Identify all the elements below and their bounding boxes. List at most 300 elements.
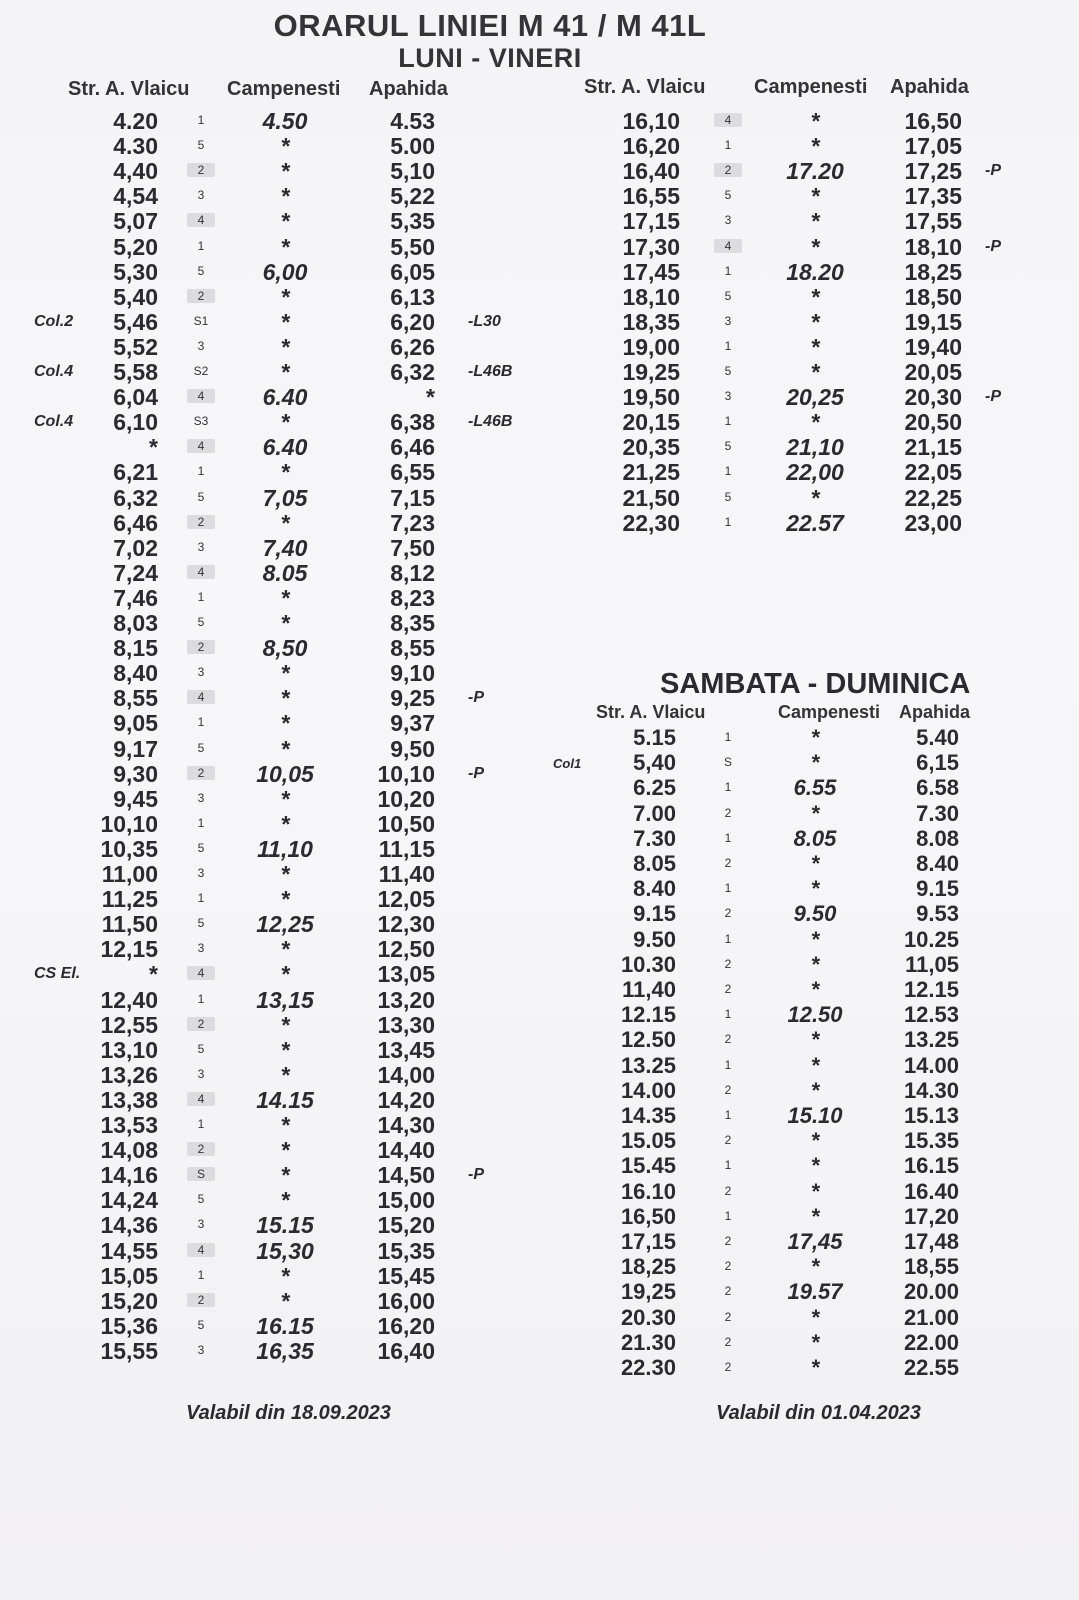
apahida-time: 6,15 [916,750,959,776]
vlaicu-time: 22.30 [620,1355,676,1380]
table-row [0,927,1079,952]
vlaicu-time: 8.40 [633,876,676,902]
apahida-time: 9,10 [390,660,435,687]
vlaicu-time: 14.00 [620,1077,676,1103]
vlaicu-time: 11,25 [101,886,158,913]
table-row [0,610,1079,635]
campenesti-time: 15,30 [256,1237,314,1264]
table-row [0,1229,1079,1254]
apahida-time: 20,30 [904,384,962,411]
vlaicu-time: 19,25 [620,1279,676,1305]
campenesti-time: * [280,735,290,762]
bus-number: 2 [187,163,215,177]
bus-number: 3 [197,665,205,680]
apahida-time: 15.35 [903,1128,959,1154]
vlaicu-time: 17,45 [622,258,680,285]
campenesti-time: * [810,1178,820,1204]
campenesti-time: * [810,208,820,235]
header-campenesti-right: Campenesti [754,76,868,98]
bus-number: 1 [197,589,205,604]
weekend-label: SAMBATA - DUMINICA [660,668,971,700]
campenesti-time: 6.55 [793,775,837,801]
apahida-time: 12,50 [377,936,435,963]
bus-number: 4 [187,1243,215,1257]
header-vlaicu: Str. A. Vlaicu [68,78,190,100]
vlaicu-time: 12.15 [620,1002,676,1028]
vlaicu-time: 18,10 [622,283,680,310]
row-remark: -P [468,764,484,782]
campenesti-time: * [810,725,820,750]
vlaicu-time: 9,30 [113,760,158,787]
apahida-time: 6,20 [390,308,435,335]
campenesti-time: * [280,1112,290,1138]
bus-number: 5 [197,263,205,278]
vlaicu-time: 8,03 [113,610,158,636]
bus-number: 4 [187,966,215,980]
bus-number: 2 [724,1334,732,1349]
bus-number: 1 [724,1158,732,1173]
apahida-time: 21.00 [903,1304,959,1330]
bus-number: 2 [724,1082,732,1097]
bus-number: 2 [724,1133,732,1148]
campenesti-time: * [810,359,820,385]
vlaicu-time: 12,15 [100,936,158,963]
table-row [0,309,1079,334]
bus-number: 3 [197,188,205,203]
vlaicu-time: 17,30 [622,233,680,260]
bus-number: 2 [724,1032,732,1047]
vlaicu-time: 4,40 [113,158,158,185]
campenesti-time: * [810,308,820,335]
vlaicu-time: 5,46 [113,308,158,335]
apahida-time: 5,10 [390,158,435,185]
campenesti-time: * [280,333,290,360]
vlaicu-time: 10,35 [100,835,158,862]
bus-number: 2 [724,805,732,820]
weekday-label: LUNI - VINERI [398,43,582,73]
table-row [0,133,1079,158]
table-row [0,208,1079,233]
bus-number: 1 [197,891,205,906]
apahida-time: 14,20 [377,1086,435,1113]
table-row [0,1203,1079,1232]
table-row [0,635,1079,660]
table-row [0,535,1079,560]
bus-number: 5 [724,439,732,454]
vlaicu-time: 10.30 [620,951,676,977]
apahida-time: 14.00 [903,1052,959,1078]
apahida-time: 16.40 [903,1178,959,1204]
campenesti-time: * [280,810,290,837]
apahida-time: 11,05 [905,951,959,977]
bus-number: 2 [724,1259,732,1274]
apahida-time: 22,05 [904,459,962,486]
bus-number: 3 [197,338,205,353]
bus-number: 1 [724,1208,732,1223]
vlaicu-time: 14.35 [620,1103,676,1128]
campenesti-time: 21,10 [786,434,844,461]
vlaicu-time: 5,07 [113,208,158,235]
vlaicu-time: 4.30 [113,133,158,160]
campenesti-time: * [280,459,290,486]
bus-number: 2 [724,906,732,921]
campenesti-time: * [810,333,820,360]
vlaicu-time: 20,15 [622,409,680,436]
table-row [0,1027,1079,1052]
vlaicu-time: 14,08 [100,1137,158,1164]
campenesti-time: * [280,158,290,185]
vlaicu-time: 4.20 [113,108,158,134]
vlaicu-time: 11,00 [101,861,158,887]
vlaicu-time: 10,10 [100,810,158,837]
bus-number: 1 [197,815,205,830]
weekend-header-vlaicu: Str. A. Vlaicu [596,702,706,722]
bus-number: 5 [197,1192,205,1207]
apahida-time: 7,15 [390,484,435,511]
table-row [0,284,1079,309]
apahida-time: 11,15 [378,835,435,862]
campenesti-time: 16,35 [256,1337,314,1364]
campenesti-time: 6.40 [262,434,308,461]
apahida-time: 17,35 [904,183,962,210]
vlaicu-time: 8,55 [113,685,158,712]
vlaicu-time: 5,20 [113,233,158,260]
vlaicu-time: 17,15 [620,1229,676,1254]
table-row [0,1305,1079,1330]
vlaicu-time: 5.15 [633,725,676,750]
table-row [0,1103,1079,1128]
table-row [0,485,1079,510]
table-row [0,183,1079,208]
table-row [0,158,1079,183]
apahida-time: 12,30 [377,911,435,938]
apahida-time: 6.58 [916,775,959,801]
apahida-time: 9,37 [390,710,435,737]
table-row [0,1279,1079,1304]
vlaicu-time: 11,40 [622,977,676,1002]
vlaicu-time: 13,38 [100,1086,158,1113]
table-row [0,1153,1079,1178]
apahida-time: 14,40 [377,1137,435,1164]
table-row [0,1355,1079,1380]
bus-number: 3 [724,313,732,328]
table-row [0,826,1079,851]
campenesti-time: * [810,233,820,260]
apahida-time: 5,35 [390,208,435,235]
bus-number: 1 [724,780,732,795]
apahida-time: 19,40 [904,333,962,360]
bus-number: 2 [724,1284,732,1299]
table-row [0,1002,1079,1027]
campenesti-time: 15.10 [787,1103,843,1128]
row-note: Col.2 [34,312,74,330]
bus-number: 1 [724,1057,732,1072]
table-row [0,725,1079,750]
apahida-time: 17,48 [903,1229,959,1254]
vlaicu-time: 16,55 [622,183,680,210]
apahida-time: 6,26 [390,333,435,360]
table-row [0,901,1079,926]
bus-number: 1 [197,1117,205,1131]
apahida-time: 12,05 [377,886,435,913]
vlaicu-time: 14,16 [100,1162,158,1189]
vlaicu-time: 9.15 [633,901,676,927]
table-row [0,334,1079,359]
vlaicu-time: 13,26 [100,1061,158,1088]
bus-number: 5 [197,916,205,931]
vlaicu-time: 8.05 [633,851,676,876]
vlaicu-time: 12,55 [100,1011,158,1038]
vlaicu-time: 14,55 [100,1237,158,1264]
campenesti-time: * [810,926,820,952]
campenesti-time: * [280,685,290,712]
campenesti-time: 20,25 [786,384,844,411]
apahida-time: 13,20 [377,986,435,1013]
apahida-time: 13,30 [377,1011,435,1038]
campenesti-time: 18.20 [786,258,844,285]
bus-number: 2 [187,289,215,303]
row-remark: -P [985,388,1001,406]
table-row [0,1330,1079,1355]
apahida-time: 15,00 [377,1187,435,1214]
bus-number: 2 [724,1183,732,1198]
bus-number: 1 [724,414,732,429]
vlaicu-time: 13.25 [620,1052,676,1078]
vlaicu-time: 18,35 [622,308,680,335]
campenesti-time: * [280,133,290,160]
apahida-time: 4.53 [390,108,435,134]
table-row [0,384,1079,409]
apahida-time: 10,10 [377,760,435,787]
vlaicu-time: 17,15 [622,208,680,235]
vlaicu-time: 19,25 [622,359,680,385]
bus-number: 1 [197,238,205,253]
campenesti-time: * [280,584,290,611]
bus-number: 4 [187,690,215,704]
campenesti-time: * [280,233,290,260]
bus-number: 2 [714,163,742,177]
row-note: Col.4 [34,413,74,431]
campenesti-time: 17.20 [786,158,844,185]
vlaicu-time: 9.50 [633,926,676,952]
table-row [0,801,1079,826]
bus-number: 3 [197,790,205,805]
apahida-time: 17,05 [904,133,962,160]
campenesti-time: * [810,1077,820,1103]
vlaicu-time: 16,50 [620,1203,676,1229]
campenesti-time: 7,05 [262,484,308,511]
apahida-time: 14.30 [903,1077,959,1103]
bus-number: 5 [197,138,205,153]
apahida-time: 7,50 [390,534,435,561]
apahida-time: 16,40 [377,1337,435,1364]
campenesti-time: * [810,951,820,977]
row-remark: -L46B [468,413,513,431]
apahida-time: 16,50 [904,108,962,134]
campenesti-time: * [810,800,820,826]
vlaicu-time: 14,36 [100,1212,158,1239]
apahida-time: 23,00 [904,509,962,536]
row-remark: -P [468,1166,484,1184]
campenesti-time: 12,25 [256,911,314,938]
table-row [0,510,1079,535]
apahida-time: 10.25 [903,926,959,952]
apahida-time: 6,05 [390,258,435,285]
vlaicu-time: 19,50 [622,384,680,411]
bus-number: 3 [197,539,205,554]
bus-number: 1 [724,931,732,946]
campenesti-time: * [810,1128,820,1154]
weekend-header-apahida: Apahida [899,702,971,722]
vlaicu-time: 8,15 [113,635,158,662]
vlaicu-time: 15,05 [100,1262,158,1289]
bus-number: S [187,1167,215,1181]
apahida-time: 18,55 [903,1254,959,1280]
campenesti-time: * [280,208,290,235]
campenesti-time: 8.05 [793,825,837,851]
apahida-time: 12.15 [903,977,959,1002]
campenesti-time: * [810,851,820,876]
apahida-time: 6,46 [390,434,435,461]
table-row [0,977,1079,1002]
campenesti-time: 19.57 [787,1279,843,1305]
apahida-time: 8,23 [390,584,435,611]
apahida-time: 17,20 [903,1203,959,1229]
campenesti-time: 22,00 [786,459,844,486]
apahida-time: 9,50 [390,735,435,762]
campenesti-time: 14.15 [256,1086,314,1113]
apahida-time: 5,22 [390,183,435,210]
apahida-time: 21,15 [904,434,962,461]
bus-number: 4 [187,213,215,227]
table-row [0,952,1079,977]
bus-number: 5 [724,364,732,378]
campenesti-time: * [280,610,290,636]
table-row [0,409,1079,434]
apahida-time: 8,35 [390,610,435,636]
vlaicu-time: 15.45 [620,1153,676,1179]
row-note: CS El. [34,965,81,983]
campenesti-time: * [810,1027,820,1053]
row-remark: -P [468,689,484,707]
weekend-header-campenesti: Campenesti [778,702,881,722]
campenesti-time: 6,00 [262,258,308,285]
campenesti-time: * [810,977,820,1002]
vlaicu-time: 15,55 [100,1337,158,1364]
table-row [0,459,1079,484]
bus-number: 3 [724,389,732,404]
campenesti-time: 4.50 [262,108,308,134]
bus-number: 1 [197,715,205,730]
apahida-time: 18,10 [904,233,962,260]
apahida-time: 20.00 [903,1279,959,1305]
apahida-time: 8.08 [916,825,959,851]
vlaicu-time: 7.00 [633,800,676,826]
vlaicu-time: 6,46 [113,509,158,536]
campenesti-time: * [280,1036,290,1063]
bus-number: 2 [724,1360,732,1374]
campenesti-time: * [810,1304,820,1330]
bus-number: 1 [724,338,732,353]
apahida-time: 16,00 [377,1287,435,1314]
campenesti-time: * [810,750,820,776]
campenesti-time: * [280,861,290,887]
campenesti-time: * [810,484,820,511]
campenesti-time: * [810,876,820,902]
vlaicu-time: 16,20 [622,133,680,160]
apahida-time: 7.30 [916,800,959,826]
bus-number: 5 [197,1317,205,1332]
apahida-time: 22.00 [903,1329,959,1355]
bus-number: 2 [187,1293,215,1307]
bus-number: 1 [724,730,732,744]
bus-number: 4 [187,439,215,453]
table-row [0,876,1079,901]
campenesti-time: * [810,108,820,134]
vlaicu-time: * [149,434,158,461]
bus-number: 4 [714,113,742,127]
campenesti-time: * [810,1153,820,1179]
apahida-time: 8.40 [916,851,959,876]
apahida-time: 20,50 [904,409,962,436]
bus-number: 4 [187,1092,215,1106]
campenesti-time: * [280,1187,290,1214]
apahida-time: 13.25 [903,1027,959,1053]
apahida-time: * [426,384,435,411]
campenesti-time: * [280,886,290,913]
table-row [0,259,1079,284]
table-row [0,1178,1079,1207]
bus-number: 1 [197,464,205,479]
apahida-time: 9.15 [916,876,959,902]
apahida-time: 22.55 [903,1355,959,1380]
apahida-time: 16,20 [377,1312,435,1339]
bus-number: 2 [724,982,732,996]
vlaicu-time: 7,46 [113,584,158,611]
campenesti-time: 9.50 [793,901,837,927]
campenesti-time: 7,40 [262,534,308,561]
bus-number: 4 [187,565,215,579]
campenesti-time: 22.57 [786,509,844,536]
vlaicu-time: 8,40 [113,660,158,687]
apahida-time: 17,25 [904,158,962,185]
table-row [0,851,1079,876]
apahida-time: 15,20 [377,1212,435,1239]
bus-number: 4 [714,239,742,253]
campenesti-time: * [280,1262,290,1289]
apahida-time: 9,25 [390,685,435,712]
apahida-time: 15.13 [903,1103,959,1128]
header-vlaicu-right: Str. A. Vlaicu [584,76,706,98]
campenesti-time: 6.40 [262,384,308,411]
apahida-time: 5.00 [390,133,435,160]
campenesti-time: 15.15 [256,1212,314,1239]
campenesti-time: * [810,1355,820,1380]
vlaicu-time: 16.10 [620,1178,676,1204]
vlaicu-time: 13,10 [100,1036,158,1063]
table-row [0,359,1079,384]
campenesti-time: * [280,359,290,385]
vlaicu-time: 22,30 [622,509,680,536]
apahida-time: 6,55 [390,459,435,486]
header-apahida: Apahida [369,78,448,100]
bus-number: 3 [197,1342,205,1357]
table-row [0,1078,1079,1103]
apahida-time: 17,55 [904,208,962,235]
apahida-time: 7,23 [390,509,435,536]
bus-number: 1 [197,1267,205,1282]
vlaicu-time: 21,50 [622,484,680,511]
